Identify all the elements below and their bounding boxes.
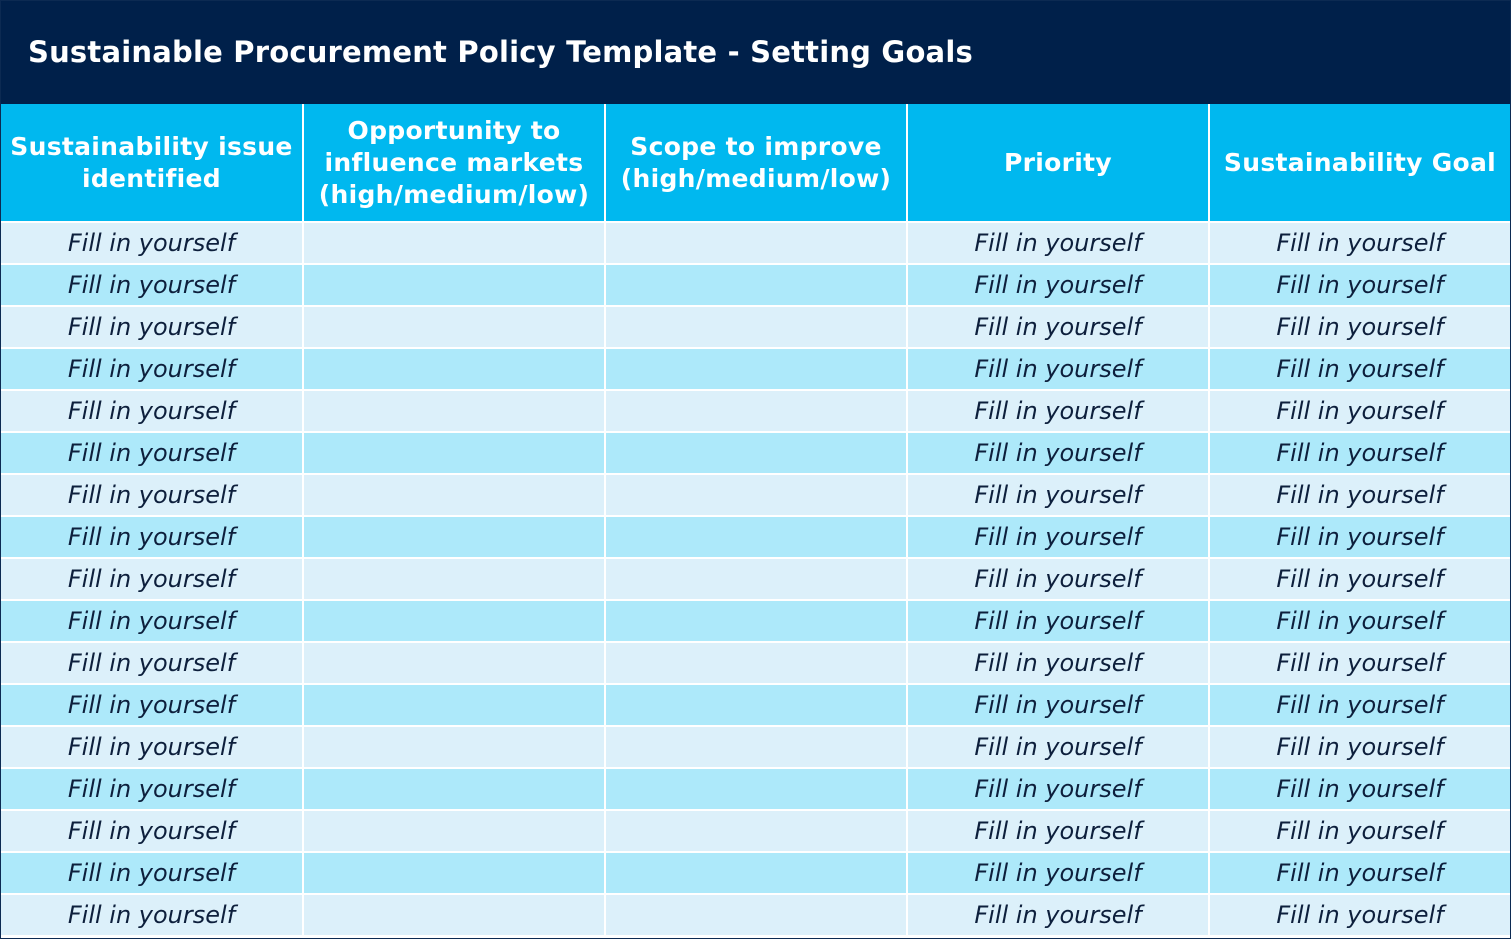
scope-cell[interactable]	[605, 432, 907, 474]
table-row	[1, 600, 1510, 642]
issue-cell[interactable]: Fill in yourself	[1, 768, 303, 810]
goal-cell[interactable]: Fill in yourself	[1209, 474, 1510, 516]
goal-cell[interactable]: Fill in yourself	[1209, 558, 1510, 600]
issue-cell[interactable]: Fill in yourself	[1, 390, 303, 432]
priority-cell[interactable]: Fill in yourself	[907, 684, 1209, 726]
scope-cell[interactable]	[605, 348, 907, 390]
opportunity-cell[interactable]	[303, 810, 605, 852]
opportunity-cell[interactable]	[303, 852, 605, 894]
priority-cell[interactable]: Fill in yourself	[907, 894, 1209, 936]
title-bar	[1, 1, 1510, 104]
priority-cell[interactable]: Fill in yourself	[907, 474, 1209, 516]
scope-cell[interactable]	[605, 810, 907, 852]
issue-cell[interactable]: Fill in yourself	[1, 348, 303, 390]
table-row	[1, 768, 1510, 810]
issue-cell[interactable]: Fill in yourself	[1, 558, 303, 600]
priority-cell[interactable]: Fill in yourself	[907, 306, 1209, 348]
column-header-opportunity-to-influence: Opportunity to influence markets (high/medium/low)	[303, 104, 605, 222]
opportunity-cell[interactable]	[303, 642, 605, 684]
priority-cell[interactable]: Fill in yourself	[907, 726, 1209, 768]
goal-cell[interactable]: Fill in yourself	[1209, 264, 1510, 306]
goal-cell[interactable]: Fill in yourself	[1209, 600, 1510, 642]
table-row	[1, 222, 1510, 264]
scope-cell[interactable]	[605, 390, 907, 432]
opportunity-cell[interactable]	[303, 264, 605, 306]
goal-cell[interactable]: Fill in yourself	[1209, 516, 1510, 558]
goal-cell[interactable]: Fill in yourself	[1209, 810, 1510, 852]
scope-cell[interactable]	[605, 852, 907, 894]
opportunity-cell[interactable]	[303, 768, 605, 810]
issue-cell[interactable]: Fill in yourself	[1, 432, 303, 474]
goals-table	[1, 104, 1510, 937]
column-header-sustainability-issue: Sustainability issue identified	[1, 104, 303, 222]
table-row	[1, 306, 1510, 348]
opportunity-cell[interactable]	[303, 474, 605, 516]
issue-cell[interactable]: Fill in yourself	[1, 684, 303, 726]
column-header-sustainability-goal: Sustainability Goal	[1209, 104, 1510, 222]
priority-cell[interactable]: Fill in yourself	[907, 642, 1209, 684]
priority-cell[interactable]: Fill in yourself	[907, 432, 1209, 474]
opportunity-cell[interactable]	[303, 684, 605, 726]
goal-cell[interactable]: Fill in yourself	[1209, 348, 1510, 390]
scope-cell[interactable]	[605, 306, 907, 348]
scope-cell[interactable]	[605, 894, 907, 936]
goal-cell[interactable]: Fill in yourself	[1209, 390, 1510, 432]
scope-cell[interactable]	[605, 600, 907, 642]
priority-cell[interactable]: Fill in yourself	[907, 264, 1209, 306]
issue-cell[interactable]: Fill in yourself	[1, 264, 303, 306]
priority-cell[interactable]: Fill in yourself	[907, 558, 1209, 600]
table-row	[1, 516, 1510, 558]
opportunity-cell[interactable]	[303, 348, 605, 390]
table-body	[1, 222, 1510, 936]
scope-cell[interactable]	[605, 768, 907, 810]
scope-cell[interactable]	[605, 558, 907, 600]
opportunity-cell[interactable]	[303, 600, 605, 642]
goal-cell[interactable]: Fill in yourself	[1209, 726, 1510, 768]
priority-cell[interactable]: Fill in yourself	[907, 810, 1209, 852]
issue-cell[interactable]: Fill in yourself	[1, 600, 303, 642]
opportunity-cell[interactable]	[303, 306, 605, 348]
goal-cell[interactable]: Fill in yourself	[1209, 894, 1510, 936]
column-header-scope-to-improve: Scope to improve (high/medium/low)	[605, 104, 907, 222]
goal-cell[interactable]: Fill in yourself	[1209, 306, 1510, 348]
table-row	[1, 642, 1510, 684]
goal-cell[interactable]: Fill in yourself	[1209, 684, 1510, 726]
table-row	[1, 558, 1510, 600]
opportunity-cell[interactable]	[303, 390, 605, 432]
table-row	[1, 432, 1510, 474]
scope-cell[interactable]	[605, 516, 907, 558]
table-row	[1, 894, 1510, 936]
issue-cell[interactable]: Fill in yourself	[1, 726, 303, 768]
goal-cell[interactable]: Fill in yourself	[1209, 768, 1510, 810]
priority-cell[interactable]: Fill in yourself	[907, 768, 1209, 810]
opportunity-cell[interactable]	[303, 222, 605, 264]
scope-cell[interactable]	[605, 222, 907, 264]
scope-cell[interactable]	[605, 264, 907, 306]
issue-cell[interactable]: Fill in yourself	[1, 516, 303, 558]
opportunity-cell[interactable]	[303, 894, 605, 936]
priority-cell[interactable]: Fill in yourself	[907, 222, 1209, 264]
table-row	[1, 474, 1510, 516]
issue-cell[interactable]: Fill in yourself	[1, 642, 303, 684]
table-row	[1, 726, 1510, 768]
table-row	[1, 684, 1510, 726]
issue-cell[interactable]: Fill in yourself	[1, 852, 303, 894]
scope-cell[interactable]	[605, 642, 907, 684]
issue-cell[interactable]: Fill in yourself	[1, 474, 303, 516]
priority-cell[interactable]: Fill in yourself	[907, 390, 1209, 432]
page-title: Sustainable Procurement Policy Template - Setting Goals	[28, 34, 973, 69]
goal-cell[interactable]: Fill in yourself	[1209, 222, 1510, 264]
column-header-priority: Priority	[907, 104, 1209, 222]
issue-cell[interactable]: Fill in yourself	[1, 894, 303, 936]
goal-cell[interactable]: Fill in yourself	[1209, 852, 1510, 894]
priority-cell[interactable]: Fill in yourself	[907, 516, 1209, 558]
scope-cell[interactable]	[605, 684, 907, 726]
issue-cell[interactable]: Fill in yourself	[1, 306, 303, 348]
table-row	[1, 852, 1510, 894]
priority-cell[interactable]: Fill in yourself	[907, 600, 1209, 642]
table-row	[1, 390, 1510, 432]
scope-cell[interactable]	[605, 726, 907, 768]
table-row	[1, 264, 1510, 306]
issue-cell[interactable]: Fill in yourself	[1, 222, 303, 264]
table-row	[1, 348, 1510, 390]
opportunity-cell[interactable]	[303, 558, 605, 600]
priority-cell[interactable]: Fill in yourself	[907, 348, 1209, 390]
header-row	[1, 104, 1510, 222]
issue-cell[interactable]: Fill in yourself	[1, 810, 303, 852]
scope-cell[interactable]	[605, 474, 907, 516]
opportunity-cell[interactable]	[303, 516, 605, 558]
goal-cell[interactable]: Fill in yourself	[1209, 642, 1510, 684]
opportunity-cell[interactable]	[303, 726, 605, 768]
table-row	[1, 810, 1510, 852]
goal-cell[interactable]: Fill in yourself	[1209, 432, 1510, 474]
opportunity-cell[interactable]	[303, 432, 605, 474]
priority-cell[interactable]: Fill in yourself	[907, 852, 1209, 894]
